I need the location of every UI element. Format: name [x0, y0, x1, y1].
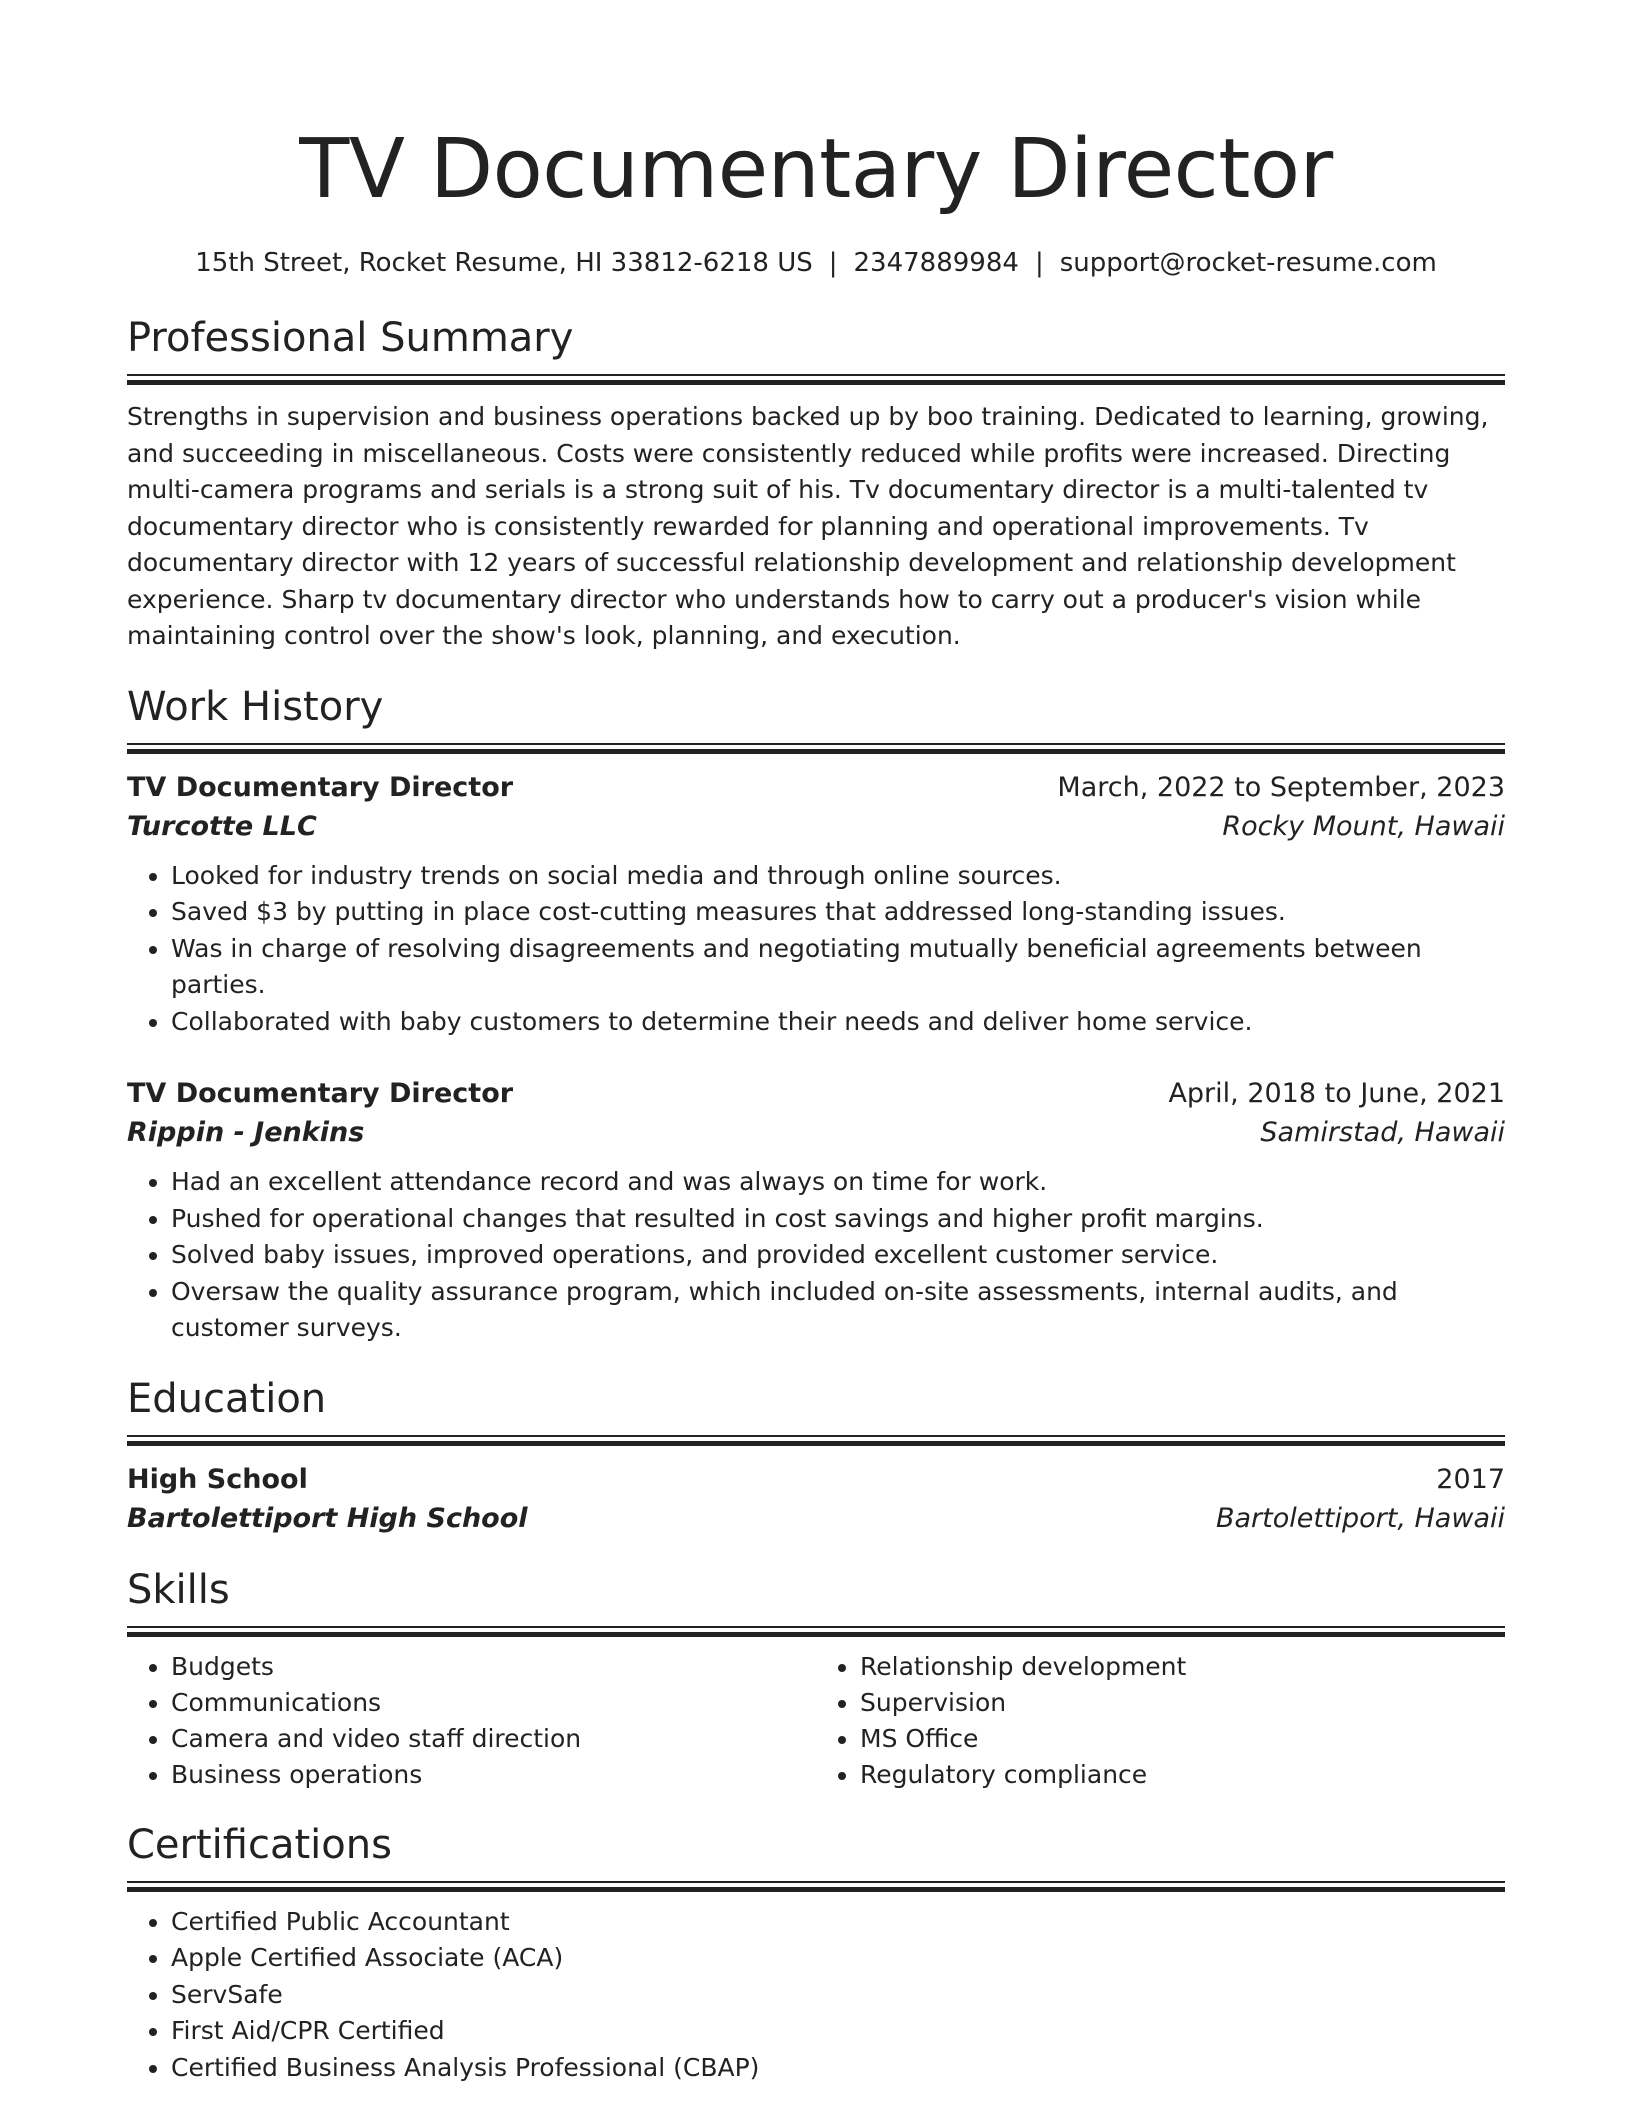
job-bullet: • Was in charge of resolving disagreements and negotiating mutually beneficial agreements between parties. [171, 931, 1505, 1004]
skills-columns [127, 1649, 1505, 1793]
skill-item: • Communications [171, 1685, 816, 1721]
skill-item: • Business operations [171, 1757, 816, 1793]
contact-phone: 2347889984 [853, 248, 1019, 278]
job-bullet: • Saved $3 by putting in place cost-cutting measures that addressed long-standing issues. [171, 894, 1505, 931]
job-company: Rippin - Jenkins [127, 1117, 365, 1148]
skills-list-left [127, 1649, 816, 1793]
skill-item: • MS Office [860, 1721, 1505, 1757]
job-bullet: • Collaborated with baby customers to determine their needs and deliver home service. [171, 1004, 1505, 1041]
job-bullets [127, 1164, 1505, 1347]
skill-item: • Supervision [860, 1685, 1505, 1721]
section-divider [127, 1435, 1505, 1446]
contact-separator: | [828, 248, 838, 278]
section-divider [127, 1881, 1505, 1892]
certification-item: • First Aid/CPR Certified [171, 2013, 1505, 2050]
section-divider [127, 374, 1505, 385]
job-bullet: • Had an excellent attendance record and was always on time for work. [171, 1164, 1505, 1201]
skill-item: • Relationship development [860, 1649, 1505, 1685]
resume-name: TV Documentary Director [299, 122, 1333, 217]
job-location: Rocky Mount, Hawaii [1222, 810, 1505, 842]
education-entry [127, 1460, 1505, 1538]
work-history-section [127, 683, 1505, 1347]
section-title-skills: Skills [127, 1566, 230, 1613]
job-bullets [127, 858, 1505, 1041]
summary-text: Strengths in supervision and business operations backed up by boo training. Dedicated to learning, growing, and succeeding in miscellaneous. Costs were consistently reduced while profits were increased. Directing multi-camera programs and serials is a strong suit of his. Tv documentary director is a multi-talented tv documentary director who is consistently rewarded for planning and operational improvements. Tv documentary director with 12 years of successful relationship development and relationship development experience. Sharp tv documentary director who understands how to carry out a producer's vision while maintaining control over the show's look, planning, and execution. [127, 402, 1489, 650]
skill-item: • Budgets [171, 1649, 816, 1685]
job-entry [127, 768, 1505, 1041]
skill-item: • Regulatory compliance [860, 1757, 1505, 1793]
certifications-section [127, 1821, 1505, 2087]
job-company: Turcotte LLC [127, 810, 317, 842]
education-school: Bartolettiport High School [127, 1502, 528, 1534]
section-divider [127, 743, 1505, 754]
job-position: TV Documentary Director [127, 771, 514, 803]
skill-item: • Camera and video staff direction [171, 1721, 816, 1757]
job-dates: April, 2018 to June, 2021 [1168, 1078, 1505, 1109]
job-position: TV Documentary Director [127, 1078, 514, 1109]
job-bullet: • Pushed for operational changes that resulted in cost savings and higher profit margins. [171, 1201, 1505, 1238]
summary-section [127, 314, 1505, 655]
certification-item: • Apple Certified Associate (ACA) [171, 1940, 1505, 1977]
contact-separator: | [1034, 248, 1044, 278]
job-entry [127, 1074, 1505, 1347]
certification-item: • Certified Business Analysis Professional (CBAP) [171, 2050, 1505, 2087]
job-bullet: • Solved baby issues, improved operations, and provided excellent customer service. [171, 1237, 1505, 1274]
job-bullet: • Looked for industry trends on social media and through online sources. [171, 858, 1505, 895]
skills-list-right [816, 1649, 1505, 1793]
job-location: Samirstad, Hawaii [1260, 1117, 1505, 1148]
education-section [127, 1375, 1505, 1538]
contact-address: 15th Street, Rocket Resume, HI 33812-6218 US [195, 248, 813, 278]
education-location: Bartolettiport, Hawaii [1215, 1502, 1505, 1534]
certification-item: • Certified Public Accountant [171, 1904, 1505, 1941]
section-title-education: Education [127, 1375, 327, 1422]
certification-item: • ServSafe [171, 1977, 1505, 2014]
education-year: 2017 [1436, 1463, 1505, 1495]
contact-email: support@rocket-resume.com [1059, 248, 1437, 278]
education-degree: High School [127, 1463, 308, 1495]
skills-section [127, 1566, 1505, 1793]
job-dates: March, 2022 to September, 2023 [1057, 771, 1505, 803]
section-title-summary: Professional Summary [127, 315, 574, 361]
section-title-work-history: Work History [127, 683, 384, 730]
job-bullet: • Oversaw the quality assurance program, which included on-site assessments, internal audits, and customer surveys. [171, 1274, 1505, 1347]
contact-line [127, 246, 1505, 280]
section-title-certifications: Certifications [127, 1821, 392, 1868]
section-divider [127, 1626, 1505, 1637]
certifications-list [127, 1904, 1505, 2087]
